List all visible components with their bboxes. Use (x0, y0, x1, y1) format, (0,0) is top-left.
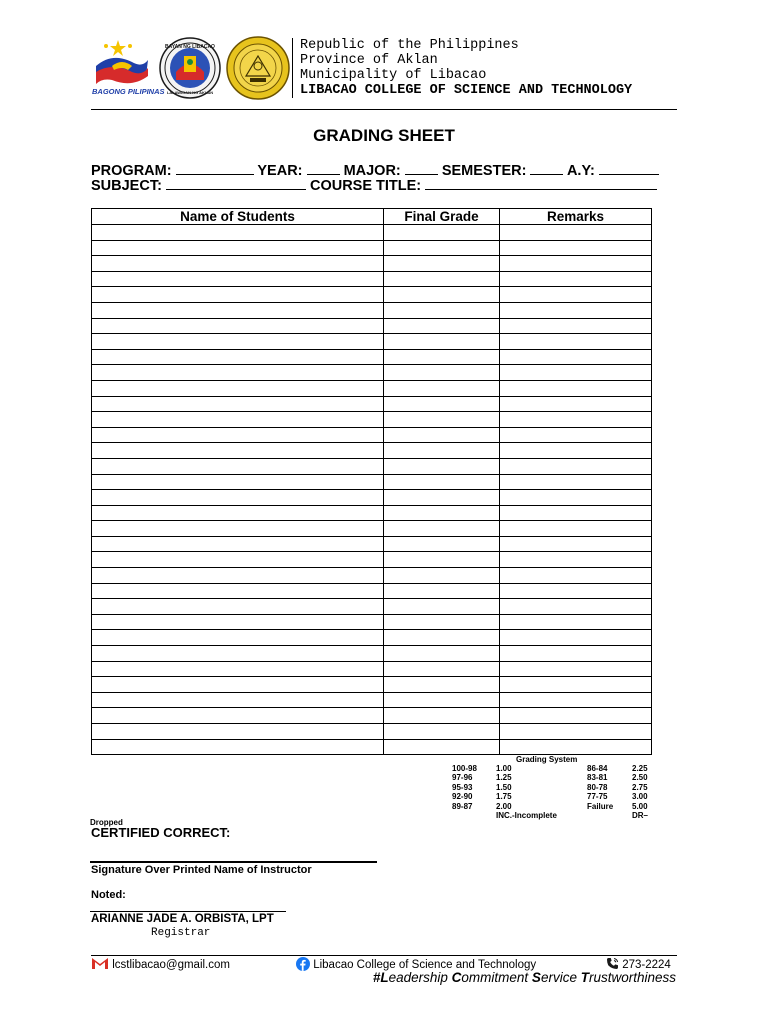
student-name-cell[interactable] (92, 271, 384, 287)
column-header-name: Name of Students (92, 209, 384, 225)
table-body (92, 225, 652, 755)
grading-ranges-left (452, 764, 477, 811)
final-grade-cell[interactable] (384, 536, 500, 552)
remarks-cell[interactable] (500, 256, 652, 272)
final-grade-cell[interactable] (384, 568, 500, 584)
table-row (92, 458, 652, 474)
grading-ranges-right (587, 764, 613, 811)
column-header-final-grade: Final Grade (384, 209, 500, 225)
table-row (92, 692, 652, 708)
libacao-seal-bottom-text: LALAWIGAN NG AKLAN (166, 90, 214, 95)
grade-item: 5.00 (632, 801, 648, 811)
certified-correct-label: CERTIFIED CORRECT: (91, 825, 231, 840)
remarks-cell[interactable] (500, 474, 652, 490)
table-row (92, 661, 652, 677)
student-name-cell[interactable] (92, 583, 384, 599)
table-header-row (92, 209, 652, 225)
table-row (92, 708, 652, 724)
header-rule (91, 109, 677, 110)
grading-grades-left (496, 764, 557, 820)
table-row (92, 240, 652, 256)
final-grade-cell[interactable] (384, 271, 500, 287)
table-row (92, 614, 652, 630)
remarks-cell[interactable] (500, 552, 652, 568)
range-item: 80-78 (587, 782, 608, 792)
major-label: MAJOR: (343, 163, 401, 179)
table-row (92, 505, 652, 521)
facebook-text: Libacao College of Science and Technology (313, 959, 537, 971)
remarks-cell[interactable] (500, 225, 652, 241)
final-grade-cell[interactable] (384, 552, 500, 568)
ay-label: A.Y: (566, 163, 595, 179)
student-name-cell[interactable] (92, 302, 384, 318)
table-row (92, 271, 652, 287)
grade-item: 1.00 (496, 764, 512, 773)
motto-hash: # (372, 970, 381, 985)
final-grade-cell[interactable] (384, 318, 500, 334)
final-grade-cell[interactable] (384, 474, 500, 490)
student-name-cell[interactable] (92, 724, 384, 740)
final-grade-cell[interactable] (384, 630, 500, 646)
table-row (92, 349, 652, 365)
dr-label: DR– (632, 811, 649, 821)
table-row (92, 287, 652, 303)
footer-rule (91, 955, 677, 956)
grade-item: 2.25 (632, 764, 648, 773)
registrar-title: Registrar (151, 927, 211, 939)
final-grade-cell[interactable] (384, 739, 500, 755)
range-item: 100-98 (452, 764, 477, 773)
remarks-cell[interactable] (500, 443, 652, 459)
gmail-icon (91, 957, 109, 970)
student-name-cell[interactable] (92, 287, 384, 303)
seals-svg (92, 36, 292, 100)
remarks-cell[interactable] (500, 536, 652, 552)
student-name-cell[interactable] (92, 692, 384, 708)
remarks-cell[interactable] (500, 708, 652, 724)
remarks-cell[interactable] (500, 271, 652, 287)
final-grade-cell[interactable] (384, 505, 500, 521)
remarks-cell[interactable] (500, 412, 652, 428)
remarks-cell[interactable] (500, 646, 652, 662)
student-name-cell[interactable] (92, 443, 384, 459)
final-grade-cell[interactable] (384, 334, 500, 350)
course-title-blank[interactable] (425, 177, 657, 190)
libacao-seal (160, 38, 220, 98)
motto-initial-c: C (451, 970, 462, 985)
year-blank[interactable] (307, 162, 340, 175)
facebook-icon (296, 957, 310, 971)
student-name-cell[interactable] (92, 240, 384, 256)
remarks-cell[interactable] (500, 302, 652, 318)
inc-label: INC.-Incomplete (496, 811, 557, 821)
footer-email[interactable] (91, 957, 230, 971)
grade-item: 2.75 (632, 782, 648, 792)
grading-grades-right (632, 764, 648, 820)
final-grade-cell[interactable] (384, 490, 500, 506)
final-grade-cell[interactable] (384, 240, 500, 256)
remarks-cell[interactable] (500, 568, 652, 584)
table-row (92, 724, 652, 740)
final-grade-cell[interactable] (384, 646, 500, 662)
final-grade-cell[interactable] (384, 225, 500, 241)
student-name-cell[interactable] (92, 474, 384, 490)
student-name-cell[interactable] (92, 318, 384, 334)
student-name-cell[interactable] (92, 708, 384, 724)
student-name-cell[interactable] (92, 568, 384, 584)
remarks-cell[interactable] (500, 318, 652, 334)
final-grade-cell[interactable] (384, 661, 500, 677)
table-row (92, 412, 652, 428)
remarks-cell[interactable] (500, 505, 652, 521)
table-row (92, 380, 652, 396)
final-grade-cell[interactable] (384, 287, 500, 303)
grade-item: 2.00 (496, 801, 512, 811)
remarks-cell[interactable] (500, 739, 652, 755)
header-line-province: Province of Aklan (300, 53, 438, 68)
final-grade-cell[interactable] (384, 599, 500, 615)
student-name-cell[interactable] (92, 646, 384, 662)
motto-word-leadership: eadership (388, 970, 452, 985)
grade-item: 1.25 (496, 773, 512, 783)
student-name-cell[interactable] (92, 614, 384, 630)
page-title: GRADING SHEET (313, 126, 455, 145)
remarks-cell[interactable] (500, 349, 652, 365)
range-item: 95-93 (452, 782, 473, 792)
motto-initial-t: T (580, 970, 589, 985)
student-name-cell[interactable] (92, 412, 384, 428)
final-grade-cell[interactable] (384, 458, 500, 474)
registrar-name: ARIANNE JADE A. ORBISTA, LPT (91, 913, 274, 925)
table-row (92, 568, 652, 584)
range-item: 97-96 (452, 773, 473, 783)
range-item: 89-87 (452, 801, 473, 811)
remarks-cell[interactable] (500, 334, 652, 350)
table-row (92, 521, 652, 537)
final-grade-cell[interactable] (384, 427, 500, 443)
phone-text: 273-2224 (622, 959, 671, 971)
logo-group (92, 36, 292, 100)
table-row (92, 646, 652, 662)
ay-blank[interactable] (599, 162, 659, 175)
final-grade-cell[interactable] (384, 349, 500, 365)
remarks-cell[interactable] (500, 458, 652, 474)
remarks-cell[interactable] (500, 677, 652, 693)
table-row (92, 318, 652, 334)
motto-initial-s: S (531, 970, 541, 985)
student-name-cell[interactable] (92, 490, 384, 506)
email-text: lcstlibacao@gmail.com (112, 959, 230, 971)
subject-label: SUBJECT: (91, 178, 162, 194)
student-name-cell[interactable] (92, 661, 384, 677)
remarks-cell[interactable] (500, 521, 652, 537)
header-line-republic: Republic of the Philippines (300, 38, 519, 53)
motto-word-trustworthiness: rustworthiness (588, 970, 676, 985)
final-grade-cell[interactable] (384, 692, 500, 708)
student-name-cell[interactable] (92, 365, 384, 381)
motto-initial-l: L (380, 970, 389, 985)
grade-item: 3.00 (632, 792, 648, 802)
remarks-cell[interactable] (500, 365, 652, 381)
registrar-signature-line[interactable] (90, 911, 286, 912)
fields-row-2 (91, 177, 657, 194)
phone-icon (606, 957, 619, 970)
column-header-remarks: Remarks (500, 209, 652, 225)
instructor-signature-line[interactable] (90, 861, 377, 863)
table-row (92, 256, 652, 272)
final-grade-cell[interactable] (384, 256, 500, 272)
instructor-signature-caption: Signature Over Printed Name of Instructor (91, 864, 312, 876)
remarks-cell[interactable] (500, 287, 652, 303)
table-row (92, 225, 652, 241)
student-name-cell[interactable] (92, 630, 384, 646)
bagong-pilipinas-caption: BAGONG PILIPINAS (92, 87, 165, 96)
final-grade-cell[interactable] (384, 365, 500, 381)
final-grade-cell[interactable] (384, 521, 500, 537)
course-title-label: COURSE TITLE: (309, 178, 422, 194)
motto (373, 970, 676, 985)
student-name-cell[interactable] (92, 599, 384, 615)
student-name-cell[interactable] (92, 380, 384, 396)
header-line-municipality: Municipality of Libacao (300, 68, 487, 83)
student-name-cell[interactable] (92, 256, 384, 272)
remarks-cell[interactable] (500, 490, 652, 506)
range-item: 86-84 (587, 764, 608, 773)
student-name-cell[interactable] (92, 505, 384, 521)
final-grade-cell[interactable] (384, 583, 500, 599)
range-item: Failure (587, 801, 614, 811)
table-row (92, 365, 652, 381)
table-row (92, 536, 652, 552)
grade-item: 2.50 (632, 773, 648, 783)
table-row (92, 474, 652, 490)
table-row (92, 443, 652, 459)
libacao-seal-top-text: BAYAN NG LIBACAO (165, 44, 215, 50)
program-blank[interactable] (176, 162, 254, 175)
header-divider (292, 38, 293, 98)
table-row (92, 599, 652, 615)
remarks-cell[interactable] (500, 427, 652, 443)
grading-system-title: Grading System (516, 755, 578, 764)
table-row (92, 583, 652, 599)
noted-label: Noted: (91, 889, 126, 901)
range-item: 92-90 (452, 792, 473, 802)
grade-item: 1.75 (496, 792, 512, 802)
dropped-label: Dropped (90, 818, 123, 827)
final-grade-cell[interactable] (384, 724, 500, 740)
student-name-cell[interactable] (92, 677, 384, 693)
student-name-cell[interactable] (92, 427, 384, 443)
footer-phone[interactable] (606, 957, 671, 971)
subject-blank[interactable] (166, 177, 306, 190)
remarks-cell[interactable] (500, 724, 652, 740)
program-label: PROGRAM: (91, 163, 172, 179)
final-grade-cell[interactable] (384, 677, 500, 693)
range-item: 77-75 (587, 792, 608, 802)
motto-word-commitment: ommitment (461, 970, 532, 985)
semester-blank[interactable] (530, 162, 563, 175)
final-grade-cell[interactable] (384, 380, 500, 396)
remarks-cell[interactable] (500, 614, 652, 630)
bagong-pilipinas-logo (92, 40, 165, 96)
student-name-cell[interactable] (92, 458, 384, 474)
student-name-cell[interactable] (92, 396, 384, 412)
table-row (92, 302, 652, 318)
final-grade-cell[interactable] (384, 443, 500, 459)
table-row (92, 739, 652, 755)
remarks-cell[interactable] (500, 630, 652, 646)
header-line-college: LIBACAO COLLEGE OF SCIENCE AND TECHNOLOGY (300, 83, 633, 98)
grade-item: 1.50 (496, 782, 512, 792)
table-row (92, 334, 652, 350)
final-grade-cell[interactable] (384, 412, 500, 428)
student-name-cell[interactable] (92, 739, 384, 755)
remarks-cell[interactable] (500, 692, 652, 708)
final-grade-cell[interactable] (384, 614, 500, 630)
motto-word-service: ervice (540, 970, 581, 985)
student-name-cell[interactable] (92, 334, 384, 350)
institution-header (300, 38, 632, 98)
major-blank[interactable] (405, 162, 438, 175)
remarks-cell[interactable] (500, 661, 652, 677)
student-name-cell[interactable] (92, 536, 384, 552)
table-row (92, 490, 652, 506)
remarks-cell[interactable] (500, 583, 652, 599)
student-name-cell[interactable] (92, 225, 384, 241)
final-grade-cell[interactable] (384, 396, 500, 412)
table-row (92, 396, 652, 412)
student-name-cell[interactable] (92, 521, 384, 537)
remarks-cell[interactable] (500, 599, 652, 615)
semester-label: SEMESTER: (441, 163, 527, 179)
table-row (92, 427, 652, 443)
range-item: 83-81 (587, 773, 608, 783)
final-grade-cell[interactable] (384, 302, 500, 318)
student-grades-table (91, 208, 652, 755)
final-grade-cell[interactable] (384, 708, 500, 724)
year-label: YEAR: (257, 163, 303, 179)
student-name-cell[interactable] (92, 552, 384, 568)
remarks-cell[interactable] (500, 380, 652, 396)
student-name-cell[interactable] (92, 349, 384, 365)
table-row (92, 552, 652, 568)
table-row (92, 677, 652, 693)
remarks-cell[interactable] (500, 240, 652, 256)
college-seal (227, 37, 289, 99)
footer-facebook[interactable] (296, 957, 536, 971)
remarks-cell[interactable] (500, 396, 652, 412)
table-row (92, 630, 652, 646)
